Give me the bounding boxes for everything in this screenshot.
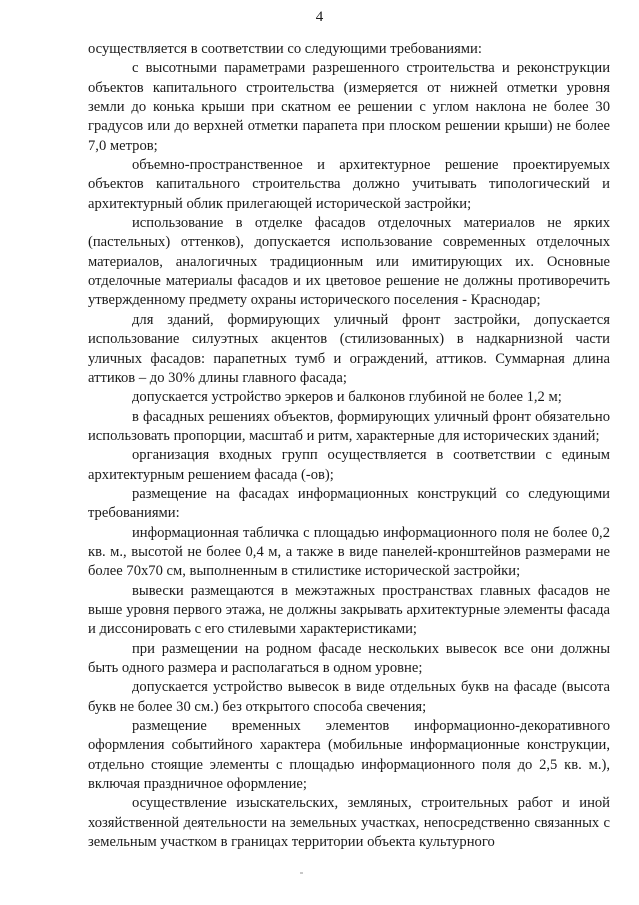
paragraph-silhouette-accents: для зданий, формирующих уличный фронт застройки, допускается использование силуэтных акцентов (стилизованных) в надкарнизной части уличных фасадов: парапетных тумб и ограждений, аттиков. Суммарная длина аттиков – до 30% длины главного фасада; <box>88 311 610 386</box>
paragraph-letter-signs: допускается устройство вывесок в виде отдельных букв на фасаде (высота букв не более 30 см.) без открытого способа свечения; <box>88 679 610 715</box>
paragraph-multiple-signboards: при размещении на родном фасаде нескольких вывесок все они должны быть одного размера и располагаться в одном уровне; <box>88 640 610 676</box>
document-body <box>88 40 610 852</box>
paragraph-earthworks: осуществление изыскательских, земляных, строительных работ и иной хозяйственной деятельности на земельных участках, непосредственно связанных с земельным участком в границах территории объекта культурного <box>88 795 610 851</box>
paragraph-facade-proportions: в фасадных решениях объектов, формирующих уличный фронт обязательно использовать пропорции, масштаб и ритм, характерные для исторических зданий; <box>88 408 610 444</box>
paragraph-info-structures: размещение на фасадах информационных конструкций со следующими требованиями: <box>88 485 610 522</box>
paragraph-entrance-groups: организация входных групп осуществляется в соответствии с единым архитектурным решением фасада (-ов); <box>88 447 610 483</box>
paragraph-height-limits: с высотными параметрами разрешенного строительства и реконструкции объектов капитального строительства (измеряется от нижней отметки уровня земли до конька крыши при скатном ее решении с углом наклона не более 30 градусов или до верхней отметки парапета при плоском решении крыши) не более 7,0 метров; <box>88 60 610 154</box>
paragraph-intro: осуществляется в соответствии со следующими требованиями: <box>88 41 482 57</box>
paragraph-architectural-solution: объемно-пространственное и архитектурное решение проектируемых объектов капитального строительства должно учитывать типологический и архитектурный облик прилегающей исторической застройки; <box>88 157 610 212</box>
paragraph-info-plate: информационная табличка с площадью информационного поля не более 0,2 кв. м., высотой не более 0,4 м, а также в виде панелей-кронштейнов размерами не более 70х70 см, выполненным в стилистике исторической застройки; <box>88 524 610 580</box>
scan-artifact <box>300 872 303 874</box>
paragraph-bay-windows: допускается устройство эркеров и балконов глубиной не более 1,2 м; <box>132 389 562 406</box>
paragraph-temporary-decor: размещение временных элементов информационно-декоративного оформления событийного характера (мобильные информационные конструкции, отдельно стоящие элементы с площадью информационного поля до 2,5 кв. м.), включая праздничное оформление; <box>88 718 610 793</box>
paragraph-signboards: вывески размещаются в межэтажных пространствах главных фасадов не выше уровня первого этажа, не должны закрывать архитектурные элементы фасада и диссонировать с его стилевыми характеристиками; <box>88 582 610 638</box>
paragraph-facade-materials: использование в отделке фасадов отделочных материалов не ярких (пастельных) оттенков), допускается использование современных отделочных материалов, аналогичных традиционным или имитирующих их. Основные отделочные материалы фасадов и их цветовое решение не должны противоречить утвержденному предмету охраны исторического поселения - Краснодар; <box>88 215 610 309</box>
page-number: 4 <box>315 9 324 25</box>
